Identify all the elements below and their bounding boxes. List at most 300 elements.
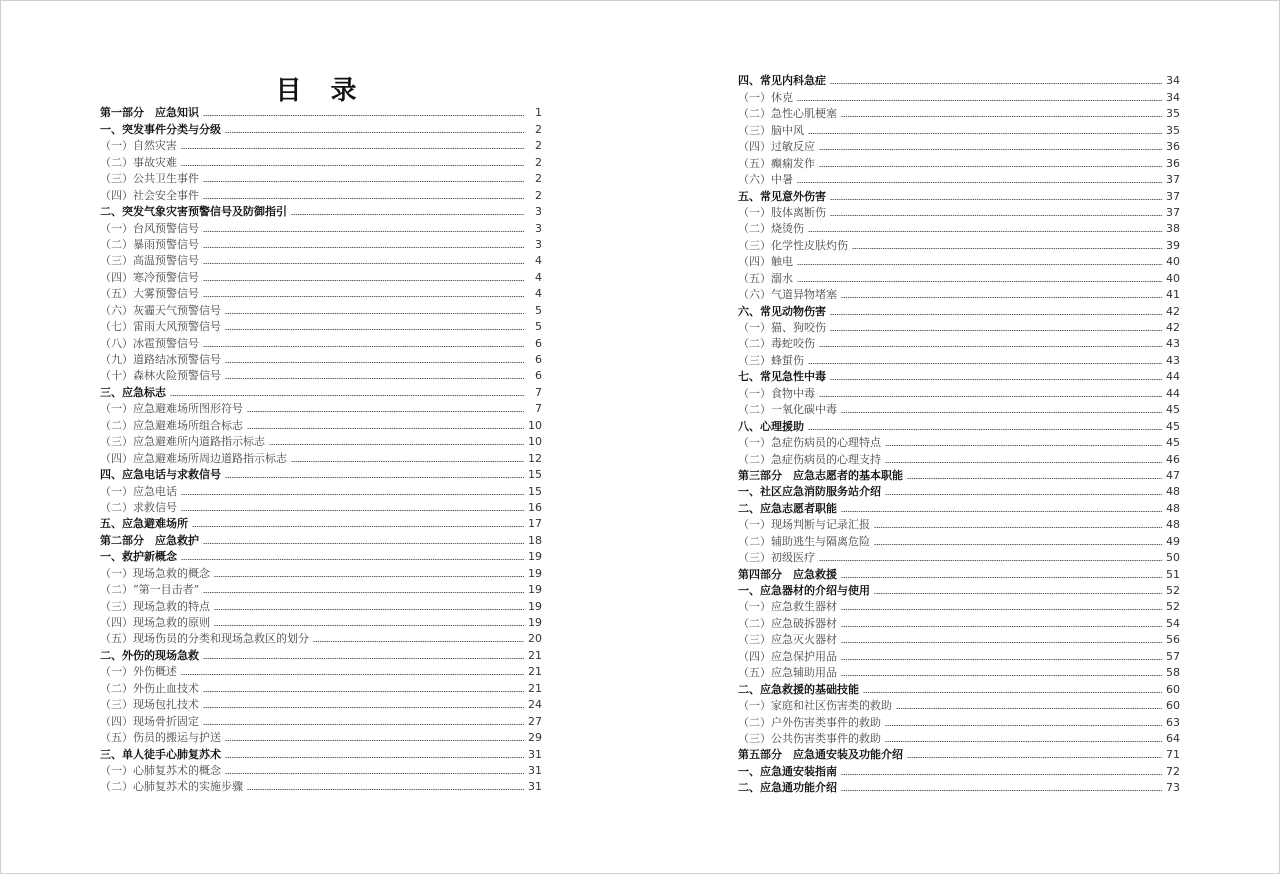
toc-entry-title: 一、社区应急消防服务站介绍 <box>738 485 881 499</box>
toc-entry-page: 41 <box>1166 288 1180 302</box>
toc-entry-title: （二）“第一目击者” <box>100 583 200 597</box>
toc-entry[interactable] <box>738 384 1180 400</box>
toc-entry-title: （八）冰雹预警信号 <box>100 336 199 350</box>
dot-leader <box>181 164 524 167</box>
toc-entry-page: 71 <box>1166 748 1180 762</box>
toc-entry[interactable] <box>738 467 1180 483</box>
toc-entry[interactable] <box>100 268 542 284</box>
toc-entry-page: 19 <box>528 583 542 597</box>
toc-entry[interactable] <box>100 531 542 547</box>
dot-leader <box>214 575 524 578</box>
toc-entry-page: 21 <box>528 648 542 662</box>
toc-entry[interactable] <box>738 664 1180 680</box>
toc-entry[interactable] <box>738 236 1180 252</box>
toc-entry-page: 36 <box>1166 140 1180 154</box>
toc-entry-title: 一、应急器材的介绍与使用 <box>738 584 870 597</box>
dot-leader <box>291 213 524 216</box>
toc-entry-page: 39 <box>1166 238 1180 252</box>
toc-entry-page: 56 <box>1166 633 1180 647</box>
dot-leader <box>841 296 1162 299</box>
toc-entry-title: 第二部分 应急救护 <box>100 533 199 547</box>
toc-entry-page: 44 <box>1166 370 1180 384</box>
toc-entry-title: （五）大雾预警信号 <box>100 287 199 301</box>
toc-entry-page: 42 <box>1166 321 1180 334</box>
toc-entry[interactable] <box>738 253 1180 269</box>
toc-entry[interactable] <box>738 187 1180 203</box>
toc-entry-page: 27 <box>528 714 542 728</box>
toc-entry[interactable] <box>100 170 542 186</box>
toc-entry-page: 16 <box>528 500 542 514</box>
toc-entry[interactable] <box>100 383 542 399</box>
toc-entry-page: 40 <box>1166 255 1180 269</box>
dot-leader <box>203 180 524 183</box>
toc-entry[interactable] <box>100 696 542 712</box>
toc-entry-title: （二）心肺复苏术的实施步骤 <box>100 780 243 794</box>
toc-entry[interactable] <box>100 778 542 794</box>
toc-entry[interactable] <box>738 171 1180 187</box>
toc-entry[interactable] <box>100 252 542 268</box>
dot-leader <box>170 394 524 397</box>
toc-entry[interactable] <box>738 417 1180 433</box>
dot-leader <box>830 329 1162 332</box>
toc-entry-title: （一）应急电话 <box>100 484 177 498</box>
toc-entry-title: （四）寒冷预警信号 <box>100 270 199 284</box>
toc-entry[interactable] <box>100 449 542 465</box>
dot-leader <box>808 362 1162 365</box>
toc-entry[interactable] <box>738 598 1180 614</box>
toc-entry-title: （一）现场急救的概念 <box>100 566 210 580</box>
toc-entry[interactable] <box>738 450 1180 466</box>
dot-leader <box>225 476 524 479</box>
toc-entry-page: 50 <box>1166 551 1180 565</box>
toc-entry-title: 第四部分 应急救援 <box>738 567 837 581</box>
toc-entry-title: （一）现场判断与记录汇报 <box>738 518 870 532</box>
toc-entry-page: 7 <box>535 402 542 416</box>
toc-entry[interactable] <box>738 88 1180 104</box>
toc-entry-title: 二、应急通功能介绍 <box>738 781 837 795</box>
toc-entry[interactable] <box>738 779 1180 795</box>
dot-leader <box>203 114 524 117</box>
toc-entry-page: 48 <box>1166 518 1180 532</box>
dot-leader <box>907 477 1162 480</box>
toc-entry-page: 20 <box>528 632 542 646</box>
dot-leader <box>291 460 524 463</box>
toc-entry-title: （一）食物中毒 <box>738 386 815 400</box>
toc-entry[interactable] <box>100 104 542 120</box>
dot-leader <box>885 740 1162 743</box>
toc-entry[interactable] <box>100 646 542 662</box>
toc-entry-title: 七、常见急性中毒 <box>738 370 826 384</box>
toc-entry[interactable] <box>738 335 1180 351</box>
dot-leader <box>203 690 524 693</box>
toc-entry[interactable] <box>100 712 542 728</box>
toc-entry[interactable] <box>100 745 542 761</box>
toc-entry-title: （二）应急避难场所组合标志 <box>100 418 243 432</box>
toc-entry[interactable] <box>738 302 1180 318</box>
dot-leader <box>797 181 1162 184</box>
toc-entry[interactable] <box>100 433 542 449</box>
toc-entry[interactable] <box>738 647 1180 663</box>
toc-entry-title: （二）暴雨预警信号 <box>100 237 199 251</box>
toc-entry-title: （四）应急避难场所周边道路指示标志 <box>100 451 287 465</box>
toc-entry-page: 19 <box>528 599 542 613</box>
toc-entry-title: （六）气道异物堵塞 <box>738 288 837 302</box>
toc-entry-page: 1 <box>535 106 542 120</box>
toc-entry-page: 31 <box>528 780 542 794</box>
toc-entry[interactable] <box>738 368 1180 384</box>
toc-entry[interactable] <box>738 549 1180 565</box>
toc-entry-title: 第一部分 应急知识 <box>100 106 199 120</box>
toc-entry-page: 40 <box>1166 271 1180 285</box>
dot-leader <box>841 674 1162 677</box>
toc-entry[interactable] <box>738 499 1180 515</box>
toc-entry[interactable] <box>100 334 542 350</box>
dot-leader <box>247 788 524 791</box>
toc-entry-title: （二）毒蛇咬伤 <box>738 337 815 351</box>
toc-entry[interactable] <box>100 285 542 301</box>
dot-leader <box>192 525 524 528</box>
toc-entry-page: 15 <box>528 468 542 482</box>
toc-entry[interactable] <box>738 72 1180 88</box>
toc-entry-title: 二、应急志愿者职能 <box>738 501 837 515</box>
toc-entry[interactable] <box>738 730 1180 746</box>
toc-entry[interactable] <box>738 105 1180 121</box>
toc-entry[interactable] <box>738 762 1180 778</box>
toc-entry-page: 4 <box>535 287 542 301</box>
toc-entry[interactable] <box>738 138 1180 154</box>
toc-entry[interactable] <box>100 137 542 153</box>
dot-leader <box>203 262 524 265</box>
toc-entry-title: 第五部分 应急通安装及功能介绍 <box>738 748 903 762</box>
toc-entry[interactable] <box>100 515 542 531</box>
toc-entry[interactable] <box>100 762 542 778</box>
toc-entry-page: 47 <box>1166 468 1180 482</box>
dot-leader <box>203 197 524 200</box>
toc-entry-page: 17 <box>528 517 542 531</box>
dot-leader <box>819 395 1162 398</box>
toc-entry[interactable] <box>738 631 1180 647</box>
toc-entry[interactable] <box>738 582 1180 598</box>
toc-entry[interactable] <box>738 516 1180 532</box>
toc-entry-page: 4 <box>535 254 542 268</box>
toc-entry-page: 72 <box>1166 764 1180 778</box>
toc-entry-title: （四）现场急救的原则 <box>100 616 210 629</box>
toc-entry-title: （二）应急破拆器材 <box>738 616 837 630</box>
dot-leader <box>203 591 524 594</box>
toc-entry-page: 2 <box>535 188 542 202</box>
toc-entry[interactable] <box>100 663 542 679</box>
toc-entry-title: 三、单人徒手心肺复苏术 <box>100 747 221 761</box>
toc-entry[interactable] <box>738 269 1180 285</box>
toc-entry-page: 44 <box>1166 386 1180 400</box>
toc-entry-title: （三）公共卫生事件 <box>100 172 199 186</box>
toc-entry-title: （五）伤员的搬运与护送 <box>100 731 221 745</box>
dot-leader <box>225 739 524 742</box>
toc-entry-page: 10 <box>528 418 542 432</box>
toc-entry-title: 四、应急电话与求救信号 <box>100 468 221 482</box>
toc-entry-page: 18 <box>528 533 542 547</box>
toc-entry-page: 5 <box>535 320 542 334</box>
dot-leader <box>830 214 1162 217</box>
toc-entry-title: （一）肢体离断伤 <box>738 205 826 219</box>
toc-entry-page: 10 <box>528 435 542 449</box>
toc-entry[interactable] <box>738 204 1180 220</box>
dot-leader <box>819 559 1162 562</box>
dot-leader <box>885 724 1162 727</box>
dot-leader <box>874 526 1162 529</box>
toc-entry-page: 3 <box>535 221 542 235</box>
toc-entry-title: 一、突发事件分类与分级 <box>100 122 221 136</box>
dot-leader <box>214 608 524 611</box>
toc-entry-title: （三）公共伤害类事件的救助 <box>738 731 881 745</box>
toc-entry-page: 2 <box>535 139 542 153</box>
toc-entry-title: 八、心理援助 <box>738 419 804 433</box>
toc-entry[interactable] <box>738 483 1180 499</box>
dot-leader <box>863 691 1162 694</box>
dot-leader <box>203 657 524 660</box>
toc-entry-title: （二）急症伤病员的心理支持 <box>738 452 881 466</box>
toc-entry-title: （三）应急灭火器材 <box>738 633 837 647</box>
toc-entry-title: （一）猫、狗咬伤 <box>738 321 826 334</box>
dot-leader <box>203 230 524 233</box>
toc-entry[interactable] <box>738 713 1180 729</box>
dot-leader <box>797 99 1162 102</box>
toc-entry-page: 24 <box>528 698 542 712</box>
toc-entry[interactable] <box>100 186 542 202</box>
toc-entry[interactable] <box>100 236 542 252</box>
dot-leader <box>269 443 524 446</box>
toc-entry-page: 46 <box>1166 452 1180 466</box>
toc-entry[interactable] <box>738 746 1180 762</box>
toc-entry[interactable] <box>738 286 1180 302</box>
toc-entry[interactable] <box>738 401 1180 417</box>
toc-entry-title: （六）中暑 <box>738 173 793 187</box>
toc-entry-page: 2 <box>535 155 542 169</box>
toc-entry-page: 6 <box>535 369 542 383</box>
dot-leader <box>808 132 1162 135</box>
toc-entry[interactable] <box>100 581 542 597</box>
toc-entry[interactable] <box>100 351 542 367</box>
dot-leader <box>181 558 524 561</box>
toc-entry[interactable] <box>100 499 542 515</box>
toc-entry-title: （五）癫痫发作 <box>738 156 815 170</box>
dot-leader <box>225 756 524 759</box>
toc-entry[interactable] <box>100 203 542 219</box>
toc-entry-page: 2 <box>535 122 542 136</box>
dot-leader <box>852 247 1162 250</box>
dot-leader <box>841 576 1162 579</box>
dot-leader <box>830 378 1162 381</box>
toc-entry-page: 73 <box>1166 781 1180 795</box>
dot-leader <box>841 510 1162 513</box>
dot-leader <box>247 410 524 413</box>
toc-entry-title: （十）森林火险预警信号 <box>100 369 221 383</box>
toc-entry-page: 35 <box>1166 107 1180 121</box>
toc-entry-title: （三）化学性皮肤灼伤 <box>738 238 848 252</box>
toc-entry-page: 15 <box>528 484 542 498</box>
toc-entry-title: （一）自然灾害 <box>100 139 177 153</box>
toc-entry-title: （二）外伤止血技术 <box>100 681 199 695</box>
toc-entry-title: 五、应急避难场所 <box>100 517 188 531</box>
toc-entry-page: 36 <box>1166 156 1180 170</box>
toc-entry-page: 34 <box>1166 90 1180 104</box>
toc-entry-title: 第三部分 应急志愿者的基本职能 <box>738 468 903 482</box>
toc-entry-page: 54 <box>1166 616 1180 630</box>
dot-leader <box>885 493 1162 496</box>
dot-leader <box>819 345 1162 348</box>
toc-entry-page: 37 <box>1166 205 1180 219</box>
dot-leader <box>819 148 1162 151</box>
toc-entry-title: 一、应急通安装指南 <box>738 764 837 778</box>
toc-entry[interactable] <box>738 319 1180 335</box>
toc-entry-page: 31 <box>528 763 542 777</box>
toc-entry[interactable] <box>738 680 1180 696</box>
dot-leader <box>247 427 524 430</box>
toc-entry[interactable] <box>100 729 542 745</box>
toc-entry-title: 五、常见意外伤害 <box>738 189 826 203</box>
toc-entry[interactable] <box>100 367 542 383</box>
dot-leader <box>797 280 1162 283</box>
toc-entry-page: 64 <box>1166 731 1180 745</box>
dot-leader <box>841 608 1162 611</box>
toc-entry-page: 43 <box>1166 353 1180 367</box>
toc-entry-page: 52 <box>1166 600 1180 614</box>
toc-entry-title: （三）脑中风 <box>738 123 804 137</box>
toc-entry[interactable] <box>738 697 1180 713</box>
toc-entry[interactable] <box>738 532 1180 548</box>
dot-leader <box>830 313 1162 316</box>
toc-entry-page: 3 <box>535 237 542 251</box>
dot-leader <box>225 377 524 380</box>
toc-entry-page: 29 <box>528 731 542 745</box>
toc-entry-title: （三）现场包扎技术 <box>100 698 199 712</box>
toc-entry-page: 63 <box>1166 715 1180 729</box>
toc-entry[interactable] <box>100 219 542 235</box>
toc-entry-title: （三）高温预警信号 <box>100 254 199 268</box>
toc-entry-page: 45 <box>1166 403 1180 417</box>
toc-entry[interactable] <box>100 564 542 580</box>
toc-entry-page: 19 <box>528 550 542 564</box>
toc-entry-title: 二、外伤的现场急救 <box>100 648 199 662</box>
toc-entry-title: （三）应急避难所内道路指示标志 <box>100 435 265 449</box>
dot-leader <box>225 328 524 331</box>
toc-entry-page: 49 <box>1166 534 1180 548</box>
toc-entry[interactable] <box>738 434 1180 450</box>
dot-leader <box>203 246 524 249</box>
toc-left-column <box>100 104 542 794</box>
toc-entry[interactable] <box>100 630 542 646</box>
toc-entry-title: 六、常见动物伤害 <box>738 304 826 318</box>
toc-entry-page: 3 <box>535 205 542 219</box>
dot-leader <box>203 723 524 726</box>
toc-entry-title: （二）一氧化碳中毒 <box>738 403 837 417</box>
dot-leader <box>225 772 524 775</box>
dot-leader <box>841 773 1162 776</box>
toc-entry-page: 38 <box>1166 222 1180 236</box>
dot-leader <box>874 592 1162 595</box>
toc-entry[interactable] <box>738 121 1180 137</box>
toc-entry-title: （一）应急救生器材 <box>738 600 837 614</box>
toc-entry-page: 58 <box>1166 666 1180 680</box>
dot-leader <box>808 428 1162 431</box>
dot-leader <box>907 756 1162 759</box>
toc-entry-page: 21 <box>528 681 542 695</box>
toc-entry[interactable] <box>738 351 1180 367</box>
toc-entry[interactable] <box>100 466 542 482</box>
toc-entry[interactable] <box>100 120 542 136</box>
toc-entry-title: （一）台风预警信号 <box>100 221 199 235</box>
dot-leader <box>841 115 1162 118</box>
dot-leader <box>225 131 524 134</box>
toc-entry-page: 48 <box>1166 485 1180 499</box>
dot-leader <box>841 658 1162 661</box>
toc-entry[interactable] <box>738 614 1180 630</box>
toc-entry-title: （五）溺水 <box>738 271 793 285</box>
toc-entry-title: （二）户外伤害类事件的救助 <box>738 715 881 729</box>
toc-entry-title: （二）求救信号 <box>100 500 177 514</box>
toc-entry-title: 四、常见内科急症 <box>738 74 826 88</box>
toc-entry-title: （一）家庭和社区伤害类的救助 <box>738 699 892 713</box>
dot-leader <box>830 198 1162 201</box>
toc-entry-title: （二）辅助逃生与隔离危险 <box>738 534 870 548</box>
toc-entry-page: 60 <box>1166 699 1180 713</box>
toc-entry[interactable] <box>100 548 542 564</box>
toc-entry[interactable] <box>738 220 1180 236</box>
toc-entry-page: 60 <box>1166 682 1180 696</box>
toc-entry-page: 51 <box>1166 567 1180 581</box>
toc-entry-title: （四）触电 <box>738 255 793 269</box>
toc-entry[interactable] <box>100 301 542 317</box>
toc-entry-page: 37 <box>1166 189 1180 203</box>
toc-right-column <box>738 72 1180 795</box>
toc-entry[interactable] <box>100 679 542 695</box>
toc-entry-page: 4 <box>535 270 542 284</box>
dot-leader <box>797 263 1162 266</box>
toc-entry[interactable] <box>100 614 542 630</box>
toc-entry[interactable] <box>100 153 542 169</box>
toc-entry[interactable] <box>100 416 542 432</box>
toc-entry-page: 12 <box>528 451 542 465</box>
toc-entry-title: （四）现场骨折固定 <box>100 714 199 728</box>
dot-leader <box>830 82 1162 85</box>
toc-entry-title: （三）蜂蜇伤 <box>738 353 804 367</box>
toc-entry-page: 19 <box>528 616 542 629</box>
dot-leader <box>874 543 1162 546</box>
toc-entry-page: 52 <box>1166 584 1180 597</box>
toc-entry[interactable] <box>100 597 542 613</box>
dot-leader <box>313 640 524 643</box>
toc-entry[interactable] <box>738 154 1180 170</box>
dot-leader <box>225 361 524 364</box>
toc-entry[interactable] <box>100 318 542 334</box>
dot-leader <box>841 789 1162 792</box>
toc-entry-page: 57 <box>1166 649 1180 663</box>
dot-leader <box>885 461 1162 464</box>
dot-leader <box>181 147 524 150</box>
toc-entry-title: （六）灰霾天气预警信号 <box>100 303 221 317</box>
dot-leader <box>214 624 524 627</box>
toc-entry-title: （七）雷雨大风预警信号 <box>100 320 221 334</box>
toc-entry-page: 2 <box>535 172 542 186</box>
dot-leader <box>841 625 1162 628</box>
toc-entry-page: 42 <box>1166 304 1180 318</box>
toc-entry[interactable] <box>100 482 542 498</box>
toc-entry-title: （四）过敏反应 <box>738 140 815 154</box>
toc-entry-title: 二、突发气象灾害预警信号及防御指引 <box>100 205 287 219</box>
toc-entry[interactable] <box>738 565 1180 581</box>
toc-entry-title: 一、救护新概念 <box>100 550 177 564</box>
toc-entry[interactable] <box>100 400 542 416</box>
